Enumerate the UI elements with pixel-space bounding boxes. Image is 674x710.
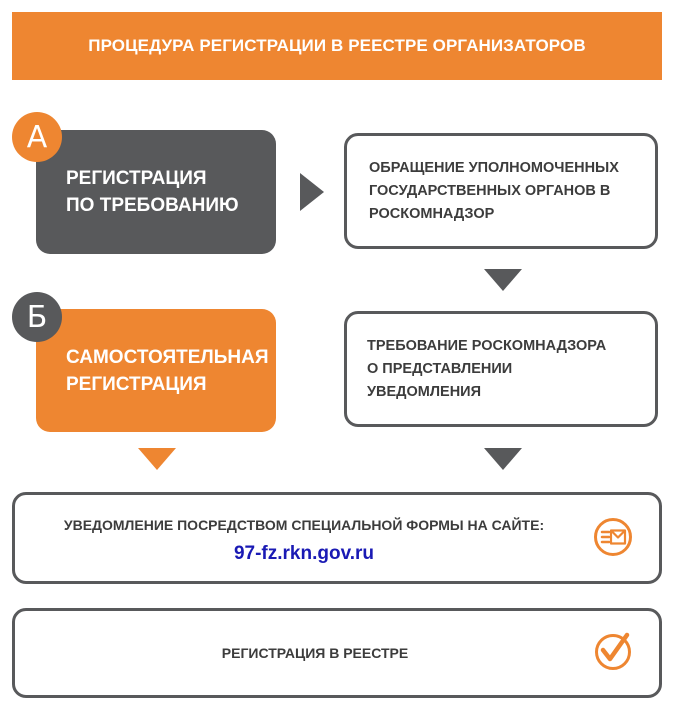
form-envelope-icon (593, 517, 633, 557)
notification-site-link[interactable]: 97-fz.rkn.gov.ru (233, 543, 375, 564)
step-request-line1: ОБРАЩЕНИЕ УПОЛНОМОЧЕННЫХ (369, 159, 619, 176)
step-registry-box (12, 608, 662, 698)
step-demand-line2: О ПРЕДСТАВЛЕНИИ (367, 360, 513, 377)
arrow-down-icon (484, 448, 522, 470)
step-demand-box (344, 311, 658, 427)
checkmark-icon (593, 631, 633, 671)
step-demand-text (367, 335, 606, 404)
arrow-right-icon (300, 173, 324, 211)
step-demand-line3: УВЕДОМЛЕНИЯ (367, 383, 482, 400)
step-notification-text: УВЕДОМЛЕНИЕ ПОСРЕДСТВОМ СПЕЦИАЛЬНОЙ ФОРМЫ НА САЙТЕ: (63, 517, 545, 533)
option-b-box (36, 309, 276, 432)
step-request-text (369, 157, 619, 226)
option-a-box (36, 130, 276, 254)
option-b-label (66, 344, 269, 398)
step-request-box (344, 133, 658, 249)
option-a-label (66, 165, 239, 219)
option-b-badge-letter: Б (26, 299, 48, 335)
page-title (12, 12, 662, 80)
option-a-badge-letter: А (26, 119, 48, 155)
step-registry-text: РЕГИСТРАЦИЯ В РЕЕСТРЕ (221, 645, 409, 661)
option-b-badge (12, 292, 62, 342)
option-b-line1: САМОСТОЯТЕЛЬНАЯ (66, 346, 269, 368)
option-b-line2: РЕГИСТРАЦИЯ (66, 373, 207, 395)
step-notification-box (12, 492, 662, 584)
arrow-down-orange-icon (138, 448, 176, 470)
step-request-line2: ГОСУДАРСТВЕННЫХ ОРГАНОВ В (369, 182, 611, 199)
step-demand-line1: ТРЕБОВАНИЕ РОСКОМНАДЗОРА (367, 337, 607, 354)
option-a-line1: РЕГИСТРАЦИЯ (66, 168, 207, 189)
option-a-line2: ПО ТРЕБОВАНИЮ (66, 195, 239, 216)
page-title-text: ПРОЦЕДУРА РЕГИСТРАЦИИ В РЕЕСТРЕ ОРГАНИЗАТОРОВ (88, 36, 586, 55)
option-a-badge (12, 112, 62, 162)
step-request-line3: РОСКОМНАДЗОР (369, 205, 495, 222)
arrow-down-icon (484, 269, 522, 291)
